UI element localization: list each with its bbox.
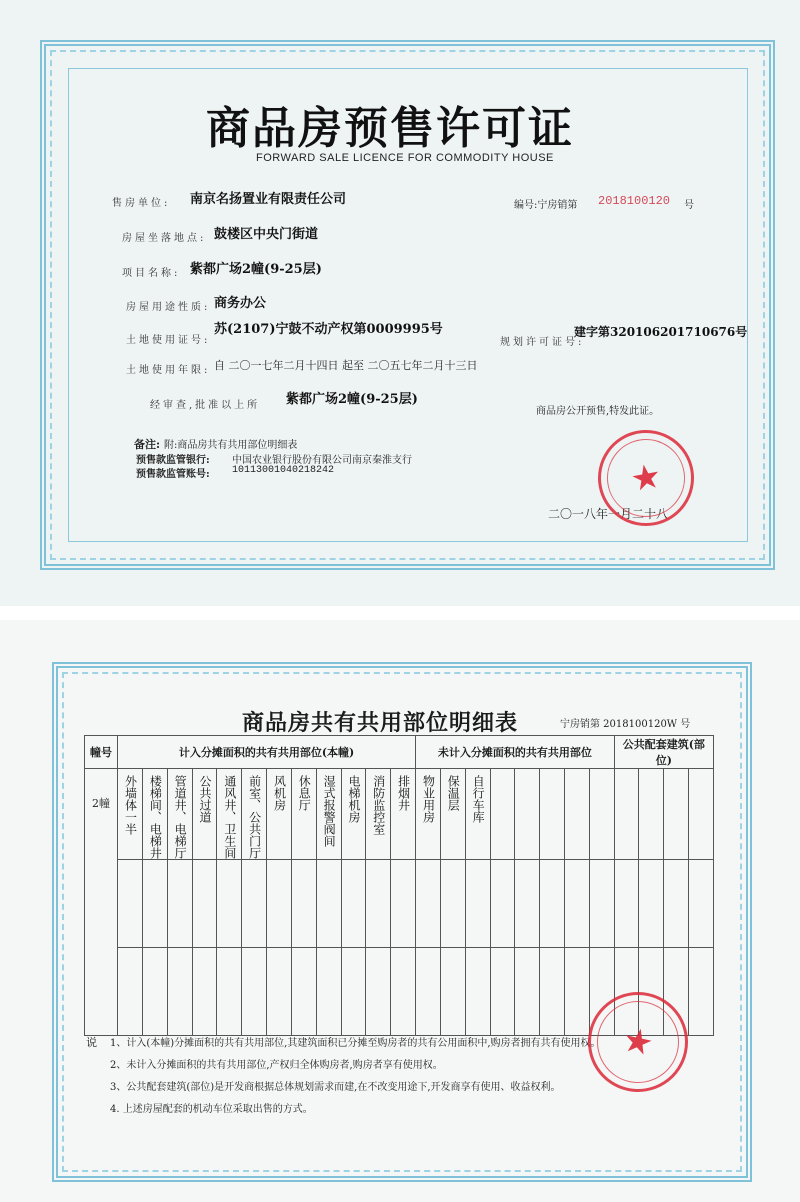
- number-label: 编号:宁房销第: [514, 200, 578, 211]
- included-item: 湿式报警阀间: [316, 769, 341, 860]
- empty-cell: [540, 769, 565, 860]
- empty-cell: [639, 769, 664, 860]
- approval-prefix: 经审查,批准以上所: [150, 400, 261, 411]
- term-value: 自 二〇一七年二月十四日 起至 二〇五七年二月十三日: [214, 359, 478, 372]
- included-item: 楼梯间、电梯井: [142, 769, 167, 860]
- excluded-item: 自行车库: [465, 769, 490, 860]
- included-item: 消防监控室: [366, 769, 391, 860]
- included-item: 电梯机房: [341, 769, 366, 860]
- land-cert-label: 土地使用证号:: [126, 335, 211, 346]
- excluded-item: 保温层: [440, 769, 465, 860]
- number-value: 2018100120: [598, 194, 671, 208]
- bank-value: 中国农业银行股份有限公司南京秦淮支行: [232, 455, 412, 466]
- remark-value: 附:商品房共有共用部位明细表: [164, 440, 298, 451]
- header-included: 计入分摊面积的共有共用部位(本幢): [118, 736, 416, 769]
- empty-cell: [689, 769, 714, 860]
- project-value: 紫都广场2幢(9-25层): [190, 262, 322, 277]
- usage-label: 房屋用途性质:: [126, 302, 211, 313]
- location-label: 房屋坐落地点:: [122, 233, 207, 244]
- included-item: 排烟井: [391, 769, 416, 860]
- seller-label: 售房单位:: [112, 198, 171, 209]
- approval-suffix: 商品房公开预售,特发此证。: [536, 406, 660, 417]
- term-label: 土地使用年限:: [126, 365, 211, 376]
- number-suffix: 号: [684, 200, 694, 211]
- star-icon: ★: [627, 455, 665, 501]
- header-excluded: 未计入分摊面积的共有共用部位: [416, 736, 615, 769]
- detail-title: 商品房共有共用部位明细表: [242, 710, 519, 736]
- included-item: 休息厅: [291, 769, 316, 860]
- approval-project: 紫都广场2幢(9-25层): [286, 392, 418, 407]
- header-public: 公共配套建筑(部位): [614, 736, 713, 769]
- included-item: 前室、公共门厅: [242, 769, 267, 860]
- detail-table: [84, 735, 714, 1036]
- included-item: 外墙体一半: [118, 769, 143, 860]
- excluded-item: 物业用房: [416, 769, 441, 860]
- note-item: 3、公共配套建筑(部位)是开发商根据总体规划需求而建,在不改变用途下,开发商享有使用、收益权利。: [110, 1082, 561, 1093]
- building-cell: 2幢: [85, 769, 118, 1036]
- empty-cell: [565, 769, 590, 860]
- usage-value: 商务办公: [214, 296, 267, 311]
- permit-value: 建字第320106201710676号: [574, 325, 748, 339]
- permit-label: 规划许可证号:: [500, 337, 585, 348]
- empty-cell: [614, 769, 639, 860]
- included-item: 管道井、电梯厅: [167, 769, 192, 860]
- detail-number: 宁房销第 2018100120W 号: [560, 719, 691, 730]
- note-item: 2、未计入分摊面积的共有共用部位,产权归全体购房者,购房者享有使用权。: [110, 1060, 443, 1071]
- detail-sheet: [0, 620, 800, 1202]
- account-value: 10113001040218242: [232, 465, 335, 476]
- note-item: 1、计入(本幢)分摊面积的共有共用部位,其建筑面积已分摊至购房者的共有公用面积中,购房者拥有共有使用权。: [110, 1038, 601, 1049]
- bank-label: 预售款监管银行:: [136, 455, 210, 466]
- location-value: 鼓楼区中央门街道: [214, 227, 319, 242]
- issue-date: 二〇一八年一月二十八: [548, 507, 669, 521]
- land-cert-value: 苏(2107)宁鼓不动产权第0009995号: [214, 322, 443, 337]
- table-row: [85, 860, 714, 948]
- account-label: 预售款监管账号:: [136, 469, 210, 480]
- empty-cell: [664, 769, 689, 860]
- seller-value: 南京名扬置业有限责任公司: [190, 192, 347, 207]
- page-title: 商品房预售许可证: [206, 103, 574, 154]
- page-subtitle: FORWARD SALE LICENCE FOR COMMODITY HOUSE: [256, 152, 554, 164]
- star-icon: ★: [618, 1019, 658, 1065]
- project-label: 项目名称:: [122, 268, 181, 279]
- empty-cell: [490, 769, 515, 860]
- remark-label: 备注:: [134, 438, 161, 451]
- included-item: 通风井、卫生间: [217, 769, 242, 860]
- included-item: 风机房: [267, 769, 292, 860]
- header-building: 幢号: [85, 736, 118, 769]
- empty-cell: [515, 769, 540, 860]
- empty-cell: [589, 769, 614, 860]
- included-item: 公共过道: [192, 769, 217, 860]
- notes-label: 说: [86, 1036, 97, 1049]
- note-item: 4. 上述房屋配套的机动车位采取出售的方式。: [110, 1104, 313, 1115]
